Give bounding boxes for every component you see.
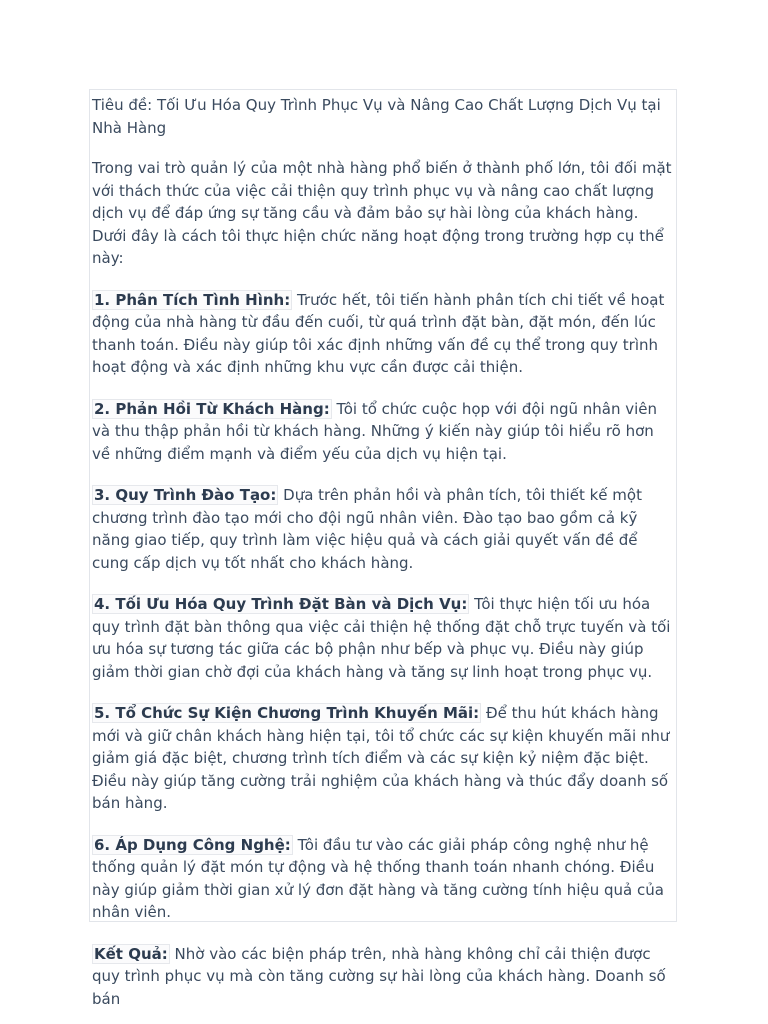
section-heading: 3. Quy Trình Đào Tạo:: [94, 486, 277, 504]
section-body: Tôi thực hiện tối ưu hóa quy trình đặt bàn thông qua việc cải thiện hệ thống đặt chỗ trực tuyến và tối ưu hóa sự tương tác giữa các bộ phận như bếp và phục vụ. Điều này giúp giảm thời gian chờ đợi của khách hàng và tăng sự linh hoạt trong phục vụ.: [92, 595, 671, 681]
section-body: Dựa trên phản hồi và phân tích, tôi thiết kế một chương trình đào tạo mới cho đội ngũ nhân viên. Đào tạo bao gồm cả kỹ năng giao tiếp, quy trình làm việc hiệu quả và cách giải quyết vấn đề để cung cấp dịch vụ tốt nhất cho khách hàng.: [92, 486, 642, 572]
section-paragraph: [92, 398, 674, 466]
section-body: Để thu hút khách hàng mới và giữ chân khách hàng hiện tại, tôi tổ chức các sự kiện khuyến mãi như giảm giá đặc biệt, chương trình tích điểm và các sự kiện kỷ niệm đặc biệt. Điều này giúp tăng cường trải nghiệm của khách hàng và thúc đẩy doanh số bán hàng.: [92, 704, 670, 812]
section-body: Trước hết, tôi tiến hành phân tích chi tiết về hoạt động của nhà hàng từ đầu đến cuối, từ quá trình đặt bàn, đặt món, đến lúc thanh toán. Điều này giúp tôi xác định những vấn đề cụ thể trong quy trình hoạt động và xác định những khu vực cần được cải thiện.: [92, 290, 665, 376]
document-page: [89, 89, 677, 1008]
section-heading: 6. Áp Dụng Công Nghệ:: [94, 835, 291, 854]
section-paragraph: [92, 702, 674, 815]
section-paragraph: [92, 289, 674, 379]
section-paragraph: [92, 834, 674, 924]
conclusion-paragraph: [92, 943, 674, 1011]
section-heading: 2. Phản Hồi Từ Khách Hàng:: [94, 399, 330, 418]
document-title: Tiêu đề: Tối Ưu Hóa Quy Trình Phục Vụ và Nâng Cao Chất Lượng Dịch Vụ tại Nhà Hàng: [92, 96, 661, 137]
section-body: Tôi đầu tư vào các giải pháp công nghệ như hệ thống quản lý đặt món tự động và hệ thống thanh toán nhanh chóng. Điều này giúp giảm thời gian xử lý đơn đặt hàng và tăng cường tính hiệu quả của nhân viên.: [92, 835, 664, 921]
section-heading: 1. Phân Tích Tình Hình:: [94, 290, 291, 309]
intro-paragraph: Trong vai trò quản lý của một nhà hàng phổ biến ở thành phố lớn, tôi đối mặt với thách thức của việc cải thiện quy trình phục vụ và nâng cao chất lượng dịch vụ để đáp ứng sự tăng cầu và đảm bảo sự hài lòng của khách hàng. Dưới đây là cách tôi thực hiện chức năng hoạt động trong trường hợp cụ thể này:: [92, 159, 672, 267]
section-paragraph: [92, 593, 674, 683]
section-body: Tôi tổ chức cuộc họp với đội ngũ nhân viên và thu thập phản hồi từ khách hàng. Những ý kiến này giúp tôi hiểu rõ hơn về những điểm mạnh và điểm yếu của dịch vụ hiện tại.: [92, 399, 658, 463]
conclusion-body: Nhờ vào các biện pháp trên, nhà hàng không chỉ cải thiện được quy trình phục vụ mà còn tăng cường sự hài lòng của khách hàng. Doanh số bán: [92, 944, 666, 1008]
section-heading: 5. Tổ Chức Sự Kiện Chương Trình Khuyến Mãi:: [94, 704, 480, 722]
conclusion-heading: Kết Quả:: [94, 944, 168, 963]
section-paragraph: [92, 484, 674, 574]
section-heading: 4. Tối Ưu Hóa Quy Trình Đặt Bàn và Dịch Vụ:: [94, 595, 468, 613]
